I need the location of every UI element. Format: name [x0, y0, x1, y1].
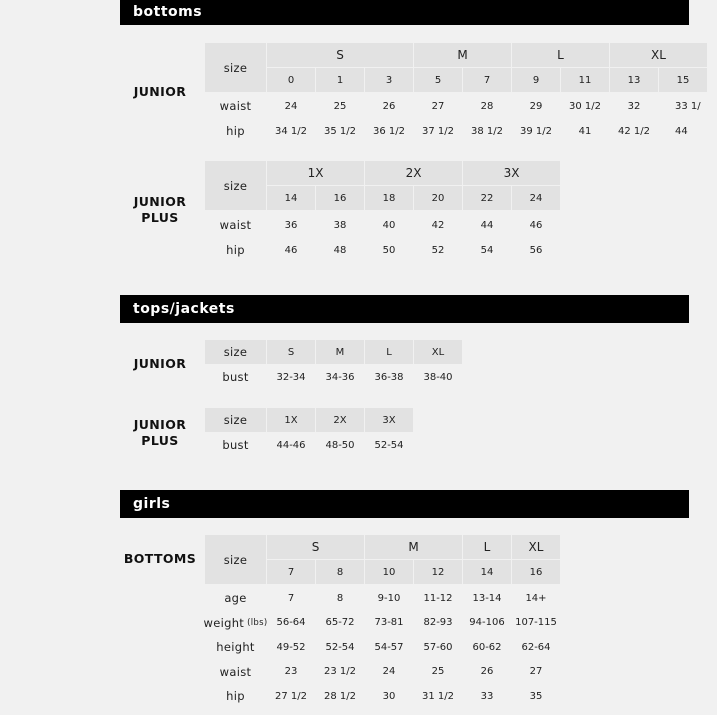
table-cell: 35 1/2: [324, 125, 356, 137]
group-label-bottoms: [120, 551, 200, 567]
row-label-text: waist: [219, 218, 252, 232]
row-label-hip: [205, 119, 266, 143]
size-number-header: 13: [610, 68, 658, 92]
size-group-header: S: [267, 43, 413, 67]
size-group-header: XL: [512, 535, 560, 559]
row-label-waist: [205, 213, 266, 237]
table-cell: 39 1/2: [520, 125, 552, 137]
table-cell: 36: [284, 219, 298, 231]
row-label-text: height: [216, 640, 255, 655]
table-cell: 44-46: [276, 439, 306, 451]
table-cell: 28: [480, 100, 494, 112]
row-label-age: [205, 586, 266, 610]
table-cell: 56: [529, 244, 543, 256]
table-cell: 35: [529, 690, 543, 702]
table-cell: 23 1/2: [324, 666, 356, 678]
table-cell: 34-36: [325, 371, 355, 383]
row-label-height: [205, 635, 266, 659]
table-cell: 48: [333, 244, 347, 256]
table-cell: 38 1/2: [471, 125, 503, 137]
table-cell: 30: [382, 690, 396, 702]
row-label-text: waist: [219, 664, 252, 679]
size-header-cell: L: [365, 340, 413, 364]
table-cell: 26: [382, 100, 396, 112]
size-header-cell: XL: [414, 340, 462, 364]
row-label-waist: [205, 94, 266, 118]
table-cell: 33 1/: [675, 100, 701, 112]
section-header-tops: tops/jackets: [120, 295, 689, 323]
row-label-text: waist: [219, 99, 252, 113]
size-number-header: 7: [463, 68, 511, 92]
table-cell: 37 1/2: [422, 125, 454, 137]
size-number-header: 7: [267, 560, 315, 584]
size-number-header: 20: [414, 186, 462, 210]
size-group-header: S: [267, 535, 364, 559]
table-cell: 27 1/2: [275, 690, 307, 702]
size-number-header: 9: [512, 68, 560, 92]
table-cell: 38-40: [423, 371, 453, 383]
table-cell: 107-115: [515, 617, 557, 629]
table-cell: 25: [333, 100, 347, 112]
table-cell: 27: [529, 666, 543, 678]
table-cell: 23: [284, 666, 298, 678]
table-cell: 52: [431, 244, 445, 256]
row-label-text: hip: [226, 689, 245, 704]
table-cell: 57-60: [423, 641, 453, 653]
size-group-header: M: [414, 43, 511, 67]
size-number-header: 5: [414, 68, 462, 92]
size-header: size: [205, 408, 266, 432]
row-label-text: hip: [226, 124, 245, 138]
table-cell: 13-14: [472, 592, 502, 604]
table-cell: 54-57: [374, 641, 404, 653]
size-group-header: 1X: [267, 161, 364, 185]
size-number-header: 12: [414, 560, 462, 584]
table-cell: 94-106: [469, 617, 505, 629]
section-header-bottoms: bottoms: [120, 0, 689, 25]
size-header-cell: 1X: [267, 408, 315, 432]
table-cell: 73-81: [374, 617, 404, 629]
table-cell: 46: [529, 219, 543, 231]
table-cell: 33: [480, 690, 494, 702]
row-label-hip: [205, 238, 266, 262]
group-label-junior-plus-line: JUNIOR: [133, 417, 187, 432]
size-number-header: 14: [463, 560, 511, 584]
size-number-header: 15: [659, 68, 707, 92]
group-label-junior-plus-line: JUNIOR: [133, 194, 187, 209]
table-cell: 29: [529, 100, 543, 112]
table-cell: 14+: [525, 592, 547, 604]
table-cell: 36-38: [374, 371, 404, 383]
row-label-text: weight: [203, 615, 245, 630]
size-number-header: 3: [365, 68, 413, 92]
size-header-cell: 2X: [316, 408, 364, 432]
table-cell: 32-34: [276, 371, 306, 383]
size-number-header: 8: [316, 560, 364, 584]
row-label-text: bust: [222, 438, 249, 452]
table-cell: 27: [431, 100, 445, 112]
group-label-junior-plus-line: PLUS: [141, 433, 179, 448]
row-label-text: hip: [226, 243, 245, 257]
size-group-header: XL: [610, 43, 707, 67]
table-cell: 8: [336, 592, 344, 604]
table-cell: 60-62: [472, 641, 502, 653]
size-number-header: 1: [316, 68, 364, 92]
table-cell: 54: [480, 244, 494, 256]
size-number-header: 24: [512, 186, 560, 210]
table-cell: 50: [382, 244, 396, 256]
table-cell: 40: [382, 219, 396, 231]
table-cell: 62-64: [521, 641, 551, 653]
table-cell: 24: [284, 100, 298, 112]
size-number-header: 16: [512, 560, 560, 584]
table-cell: 56-64: [276, 617, 306, 629]
group-label-junior-plus: [120, 194, 200, 226]
size-number-header: 14: [267, 186, 315, 210]
group-label-bottoms-line: BOTTOMS: [123, 551, 197, 566]
table-cell: 9-10: [377, 592, 401, 604]
table-cell: 48-50: [325, 439, 355, 451]
row-label-hip: [205, 684, 266, 708]
row-label-bust: [205, 433, 266, 457]
table-cell: 44: [675, 125, 688, 137]
group-label-junior-plus: [120, 417, 200, 449]
size-header: size: [205, 535, 266, 584]
table-cell: 31 1/2: [422, 690, 454, 702]
table-cell: 49-52: [276, 641, 306, 653]
size-number-header: 0: [267, 68, 315, 92]
size-group-header: L: [512, 43, 609, 67]
table-cell: 28 1/2: [324, 690, 356, 702]
table-cell: 82-93: [423, 617, 453, 629]
size-number-header: 22: [463, 186, 511, 210]
size-number-header: 10: [365, 560, 413, 584]
table-cell: 42: [431, 219, 445, 231]
table-cell: 52-54: [325, 641, 355, 653]
table-cell: 44: [480, 219, 494, 231]
size-header-cell: S: [267, 340, 315, 364]
size-number-header: 16: [316, 186, 364, 210]
table-cell: 7: [287, 592, 295, 604]
row-label-text: age: [224, 591, 247, 605]
group-label-junior-line: JUNIOR: [133, 84, 187, 99]
size-header: size: [205, 340, 266, 364]
section-header-girls: girls: [120, 490, 689, 518]
size-number-header: 18: [365, 186, 413, 210]
size-header-cell: 3X: [365, 408, 413, 432]
table-cell: 42 1/2: [618, 125, 650, 137]
size-number-header: 11: [561, 68, 609, 92]
size-header: size: [205, 161, 266, 210]
table-cell: 41: [578, 125, 592, 137]
table-cell: 46: [284, 244, 298, 256]
size-header: size: [205, 43, 266, 92]
table-cell: 38: [333, 219, 347, 231]
row-label-weight: [205, 611, 266, 635]
group-label-junior: [120, 356, 200, 372]
table-cell: 11-12: [423, 592, 453, 604]
row-label-unit: (lbs): [247, 617, 268, 628]
table-cell: 36 1/2: [373, 125, 405, 137]
group-label-junior-line: JUNIOR: [133, 356, 187, 371]
table-cell: 24: [382, 666, 396, 678]
table-cell: 32: [627, 100, 641, 112]
row-label-text: bust: [222, 370, 249, 384]
table-cell: 65-72: [325, 617, 355, 629]
row-label-waist: [205, 660, 266, 684]
size-group-header: 2X: [365, 161, 462, 185]
group-label-junior-plus-line: PLUS: [141, 210, 179, 225]
table-cell: 30 1/2: [569, 100, 601, 112]
table-cell: 34 1/2: [275, 125, 307, 137]
table-cell: 52-54: [374, 439, 404, 451]
table-cell: 26: [480, 666, 494, 678]
row-label-bust: [205, 365, 266, 389]
size-group-header: L: [463, 535, 511, 559]
size-header-cell: M: [316, 340, 364, 364]
table-cell: 25: [431, 666, 445, 678]
size-group-header: M: [365, 535, 462, 559]
group-label-junior: [120, 84, 200, 100]
size-group-header: 3X: [463, 161, 560, 185]
